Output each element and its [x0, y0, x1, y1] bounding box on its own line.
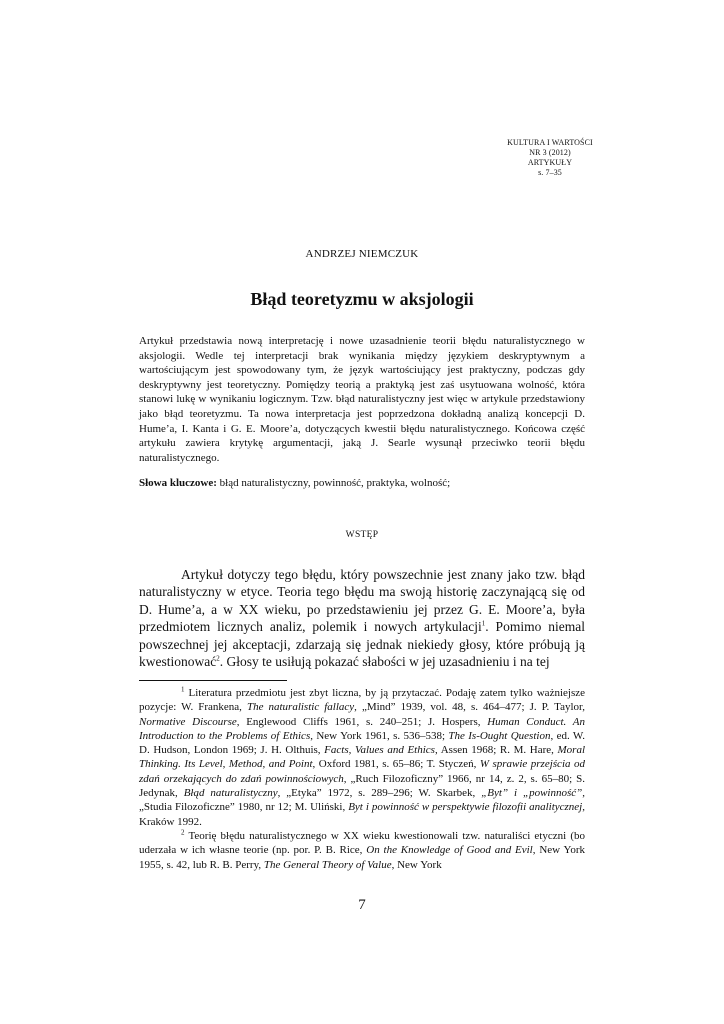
fn1-text-o: , „Ruch Filozoficzny” 1966, nr 14, z. 2, s. 65–80; S. Jedynak,	[139, 772, 585, 800]
keywords-label: Słowa kluczowe:	[139, 477, 217, 489]
footnotes	[139, 686, 585, 872]
fn1-title-r: „Byt” i „powinność”	[481, 787, 583, 800]
fn1-text-q: , „Etyka” 1972, s. 289–296; W. Skarbek,	[277, 787, 482, 800]
body-part-3: . Głosy te usiłują pokazać słabości w jej uzasadnieniu i na tej	[219, 654, 550, 670]
author-name: ANDRZEJ NIEMCZUK	[305, 248, 419, 260]
fn1-title-l: Moral Thinking. Its Level, Method, and Point	[139, 744, 586, 771]
footnote-1-number: 1	[181, 685, 185, 694]
footnote-2	[139, 829, 585, 872]
fn1-text-e: , Englewood Cliffs 1961, s. 240–251; J. Hospers,	[236, 715, 488, 728]
fn2-text-c: , New York 1955, s. 42, lub R. B. Perry,	[139, 844, 585, 871]
keywords	[139, 476, 585, 491]
fn1-text-g: , New York 1961, s. 536–538;	[310, 729, 449, 742]
footnote-divider	[139, 680, 287, 681]
footnote-1	[139, 686, 585, 829]
fn1-text-c: , „Mind” 1939, vol. 48, s. 464–477; J. P. Taylor,	[354, 701, 585, 714]
abstract: Artykuł przedstawia nową interpretację i nowe uzasadnienie teorii błędu naturalistycznego w aksjologii. Wedle tej interpretacji brak wynikania między językiem deskryptywnym a wartościującym jest spowodowany tym, że język wartościujący jest praktyczny, podczas gdy deskryptywny jest teoretyczny. Pomiędzy teorią a praktyką jest zaś usytuowana wolność, która stanowi lukę w wynikaniu logicznym. Tzw. błąd naturalistyczny jest więc w artykule przedstawiony jako błąd teoretyzmu. Ta nowa interpretacja jest poprzedzona dokładną analizą koncepcji D. Hume’a, I. Kanta i G. E. Moore’a, dotyczących kwestii błędu naturalistycznego. Końcowa część artykułu zawiera krytykę argumentacji, jaką J. Searle wysunął przeciwko teorii błędu naturalistycznego.	[139, 335, 585, 464]
body-part-2: . Pomimo niemal powszechnej jej akceptacji, zdarzają się jednak niekiedy głosy, które próbują ją kwestionować	[139, 619, 586, 670]
fn1-title-b: The naturalistic fallacy	[246, 701, 355, 714]
footnote-2-number: 2	[181, 828, 185, 837]
fn1-title-j: Facts, Values and Ethics	[324, 744, 435, 757]
fn1-title-h: The Is-Ought Question	[448, 729, 551, 742]
fn2-title-d: The General Theory of Value	[263, 858, 392, 871]
body-paragraph	[139, 566, 585, 670]
article-title: Błąd teoretyzmu w aksjologii	[250, 289, 474, 309]
fn1-title-f: Human Conduct. An Introduction to the Problems of Ethics	[139, 715, 586, 742]
page-number: 7	[358, 897, 366, 913]
fn1-title-d: Normative Discourse	[139, 715, 237, 728]
fn1-text-a: Literatura przedmiotu jest zbyt liczna, by ją przytaczać. Podaję zatem tylko ważniejsze pozycje: W. Frankena,	[139, 687, 585, 714]
fn1-text-s: , „Studia Filozoficzne” 1980, nr 12; M. Uliński,	[139, 787, 585, 814]
journal-pages: s. 7–35	[538, 168, 562, 177]
journal-name: KULTURA I WARTOŚCI	[507, 138, 593, 147]
journal-issue: NR 3 (2012)	[529, 148, 571, 157]
body-text	[139, 566, 585, 670]
fn1-text-u: , Kraków 1992.	[139, 801, 585, 828]
fn1-title-n: W sprawie przejścia od zdań orzekających do zdań powinnościowych	[139, 758, 585, 785]
journal-info	[470, 138, 630, 178]
fn2-text-e: , New York	[391, 858, 442, 871]
body-part-1: Artykuł dotyczy tego błędu, który powszechnie jest znany jako tzw. błąd naturalistyczny w etyce. Teoria tego błędu ma swoją historię zaczynającą się od D. Hume’a, a w XX wieku, po przedstawieniu jej przez G. E. Moore’a, była przedmiotem licznych analiz, polemik i nowych artykulacji	[139, 567, 585, 635]
fn1-text-k: , Assen 1968; R. M. Hare,	[434, 744, 558, 757]
fn2-text-a: Teorię błędu naturalistycznego w XX wieku kwestionowali tzw. naturaliści etyczni (bo uderzała w ich własne teorie (np. por. P. B. Rice,	[139, 829, 585, 857]
footnote-ref-1[interactable]: 1	[481, 619, 486, 628]
fn1-text-i: , ed. W. D. Hudson, London 1969; J. H. Olthuis,	[139, 729, 585, 757]
fn1-title-t: Byt i powinność w perspektywie filozofii analitycznej	[348, 801, 583, 814]
footnote-ref-2[interactable]: 2	[216, 654, 220, 663]
fn2-title-b: On the Knowledge of Good and Evil	[366, 844, 533, 857]
keywords-text: błąd naturalistyczny, powinność, praktyka, wolność;	[216, 477, 451, 489]
journal-section: ARTYKUŁY	[527, 158, 573, 167]
section-heading: WSTĘP	[345, 530, 379, 540]
fn1-title-p: Błąd naturalistyczny	[183, 787, 278, 800]
fn1-text-m: , Oxford 1981, s. 65–86; T. Styczeń,	[312, 758, 480, 771]
